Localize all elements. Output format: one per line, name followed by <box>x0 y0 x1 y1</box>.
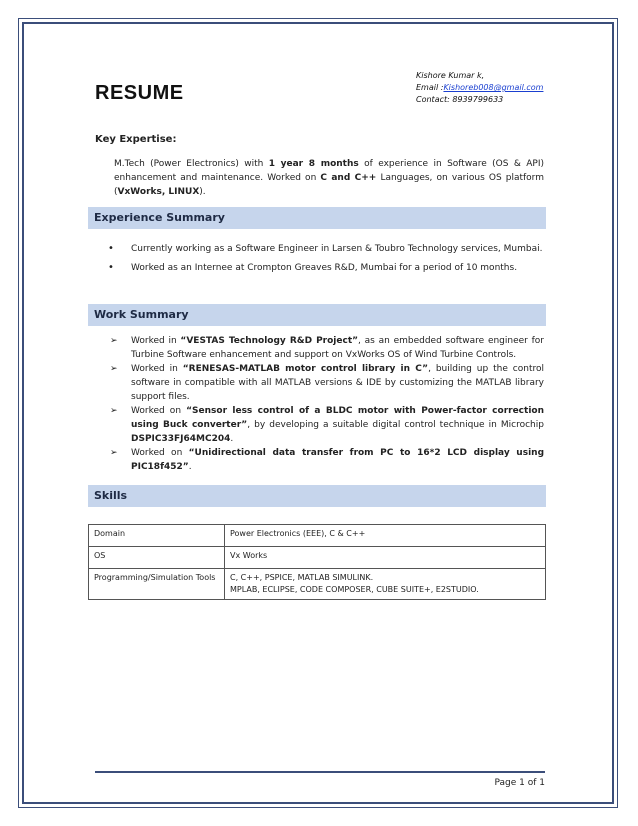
bold-text: “Sensor less control of a BLDC motor with Power-factor correction using Buck converter” <box>131 406 544 430</box>
bold-text: “RENESAS-MATLAB motor control library in C” <box>182 364 429 374</box>
contact-label: Contact: <box>416 95 450 104</box>
key-expertise-heading: Key Expertise: <box>95 134 177 145</box>
bold-text: C and C++ <box>320 173 377 183</box>
skill-key: Domain <box>89 525 225 547</box>
skills-row <box>89 569 546 600</box>
skill-value: C, C++, PSPICE, MATLAB SIMULINK. MPLAB, ECLIPSE, CODE COMPOSER, CUBE SUITE+, E2STUDIO. <box>225 569 546 600</box>
skills-row <box>89 525 546 547</box>
candidate-name: Kishore Kumar k, <box>416 71 485 80</box>
text-segment: . <box>188 462 192 472</box>
work-item <box>114 446 544 474</box>
key-expertise-text <box>114 157 544 199</box>
experience-item: • Currently working as a Software Engineer in Larsen & Toubro Technology services, Mumbai. <box>114 242 544 256</box>
bold-text: VxWorks, LINUX <box>117 187 200 197</box>
skill-key: OS <box>89 547 225 569</box>
text-segment: , building up the control software in compatible with all MATLAB versions & IDE by customizing the MATLAB library support files. <box>131 364 544 402</box>
text-segment: Worked in <box>131 364 183 374</box>
text-segment: . <box>230 434 234 444</box>
text-segment: M.Tech (Power Electronics) with <box>114 159 269 169</box>
skills-header: Skills <box>88 485 546 507</box>
work-item <box>114 334 544 362</box>
experience-item: • Worked as an Internee at Crompton Greaves R&D, Mumbai for a period of 10 months. <box>114 261 544 275</box>
email-line <box>416 82 543 94</box>
text-segment: Worked on <box>131 448 189 458</box>
skills-row <box>89 547 546 569</box>
email-label: Email : <box>416 83 444 92</box>
bold-text: DSPIC33FJ64MC204 <box>131 434 231 444</box>
text-segment: Worked in <box>131 336 181 346</box>
work-item <box>114 404 544 446</box>
text-segment: Languages, on various OS platform ( <box>114 173 544 197</box>
experience-list <box>114 242 544 280</box>
text-segment: Worked on <box>131 406 187 416</box>
work-summary-header: Work Summary <box>88 304 546 326</box>
text-segment: ). <box>199 187 206 197</box>
skill-value: Vx Works <box>225 547 546 569</box>
bold-text: 1 year 8 months <box>268 159 359 169</box>
bold-text: “Unidirectional data transfer from PC to 16*2 LCD display using PIC18f452” <box>131 448 545 472</box>
contact-line <box>416 94 543 106</box>
email-link[interactable]: Kishoreb008@gmail.com <box>443 83 544 92</box>
work-list <box>114 334 544 474</box>
skill-value: Power Electronics (EEE), C & C++ <box>225 525 546 547</box>
work-item <box>114 362 544 404</box>
text-segment: of experience in Software (OS & API) enhancement and maintenance. Worked on <box>114 159 544 183</box>
resume-title: RESUME <box>95 82 184 104</box>
footer-divider <box>95 771 545 773</box>
text-segment: , by developing a suitable digital control technique in Microchip <box>247 420 544 430</box>
skill-key: Programming/Simulation Tools <box>89 569 225 600</box>
bold-text: “VESTAS Technology R&D Project” <box>180 336 359 346</box>
text-segment: , as an embedded software engineer for Turbine Software enhancement and support on VxWorks OS of Wind Turbine Controls. <box>131 336 544 360</box>
contact-block <box>416 70 543 106</box>
skills-table <box>88 524 546 600</box>
experience-summary-header: Experience Summary <box>88 207 546 229</box>
page-number: Page 1 of 1 <box>494 778 545 788</box>
contact-number: 8939799633 <box>452 95 504 104</box>
